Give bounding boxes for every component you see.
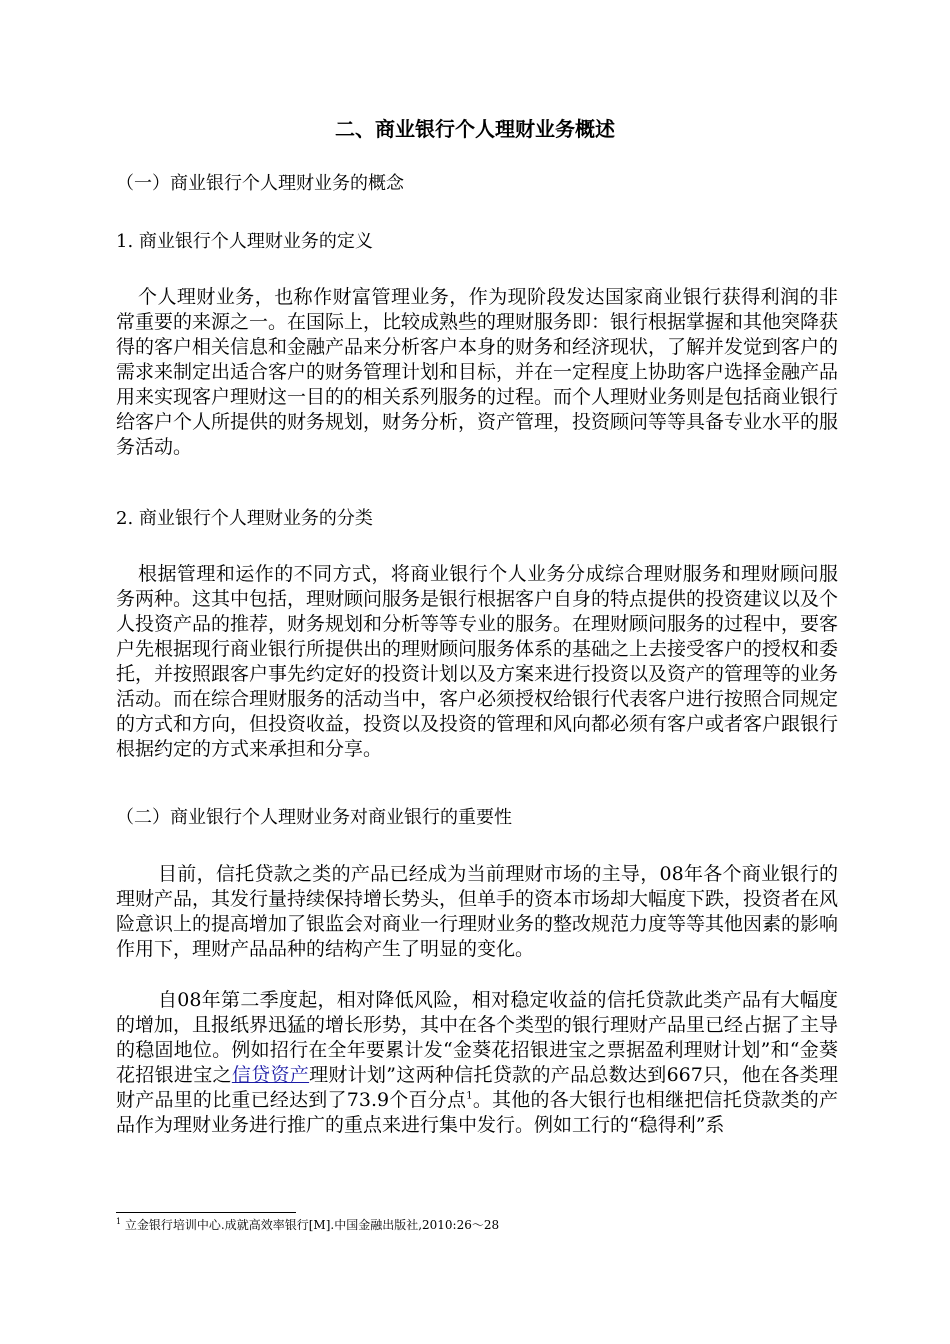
paragraph-text: 。其他的各大银行也相继把信托贷款类的产品作为理财业务进行推广的重点来进行集中发行。例如工行的“稳得利”系: [116, 1089, 838, 1136]
paragraph-text: 理财计划”这两种信托贷款的产品总数达到667只，他在各类理财产品里的比重已经达到了73.9个百分点: [116, 1064, 838, 1111]
footnote-divider: [116, 1212, 296, 1213]
subheading-classification: 2. 商业银行个人理财业务的分类: [116, 508, 373, 529]
footnote: [116, 1217, 499, 1233]
section-heading-importance: （二）商业银行个人理财业务对商业银行的重要性: [116, 807, 512, 828]
paragraph-definition: 个人理财业务，也称作财富管理业务，作为现阶段发达国家商业银行获得利润的非常重要的来源之一。在国际上，比较成熟些的理财服务即：银行根据掌握和其他突降获得的客户相关信息和金融产品来分析客户本身的财务和经济现状，了解并发觉到客户的需求来制定出适合客户的财务管理计划和目标，并在一定程度上协助客户选择金融产品用来实现客户理财这一目的的相关系列服务的过程。而个人理财业务则是包括商业银行给客户个人所提供的财务规划，财务分析，资产管理，投资顾问等等具备专业水平的服务活动。: [116, 286, 839, 458]
paragraph-classification: 根据管理和运作的不同方式，将商业银行个人业务分成综合理财服务和理财顾问服务两种。这其中包括，理财顾问服务是银行根据客户自身的特点提供的投资建议以及个人投资产品的推荐，财务规划和分析等等专业的服务。在理财顾问服务的过程中，要客户先根据现行商业银行所提供出的理财顾问服务体系的基础之上去接受客户的授权和委托，并按照跟客户事先约定好的投资计划以及方案来进行投资以及资产的管理等的业务活动。而在综合理财服务的活动当中，客户必须授权给银行代表客户进行按照合同规定的方式和方向，但投资收益，投资以及投资的管理和风向都必须有客户或者客户跟银行根据约定的方式来承担和分享。: [116, 563, 839, 760]
paragraph-importance-2: [116, 988, 838, 1138]
paragraph-text: 自08年第二季度起，相对降低风险，相对稳定收益的信托贷款此类产品有大幅度的增加，且报纸界迅猛的增长形势，其中在各个类型的银行理财产品里已经占据了主导的稳固地位。例如招行在全年要累计发“金葵花招银进宝之票据盈利理财计划”和“金葵花招银进宝之: [116, 989, 839, 1086]
page-title: 二、商业银行个人理财业务概述: [335, 117, 615, 141]
credit-assets-link[interactable]: 信贷资产: [231, 1064, 310, 1086]
footnote-marker: 1: [116, 1217, 122, 1226]
footnote-text: 立金银行培训中心.成就高效率银行[M].中国金融出版社,2010:26～28: [121, 1218, 500, 1232]
section-heading-concept: （一）商业银行个人理财业务的概念: [116, 173, 404, 194]
paragraph-importance-1: 目前，信托贷款之类的产品已经成为当前理财市场的主导，08年各个商业银行的理财产品，其发行量持续保持增长势头，但单手的资本市场却大幅度下跌，投资者在风险意识上的提高增加了银监会对商业一行理财业务的整改规范力度等等其他因素的影响作用下，理财产品品种的结构产生了明显的变化。: [116, 863, 839, 960]
footnote-reference[interactable]: 1: [466, 1090, 473, 1102]
subheading-definition: 1. 商业银行个人理财业务的定义: [116, 231, 373, 252]
